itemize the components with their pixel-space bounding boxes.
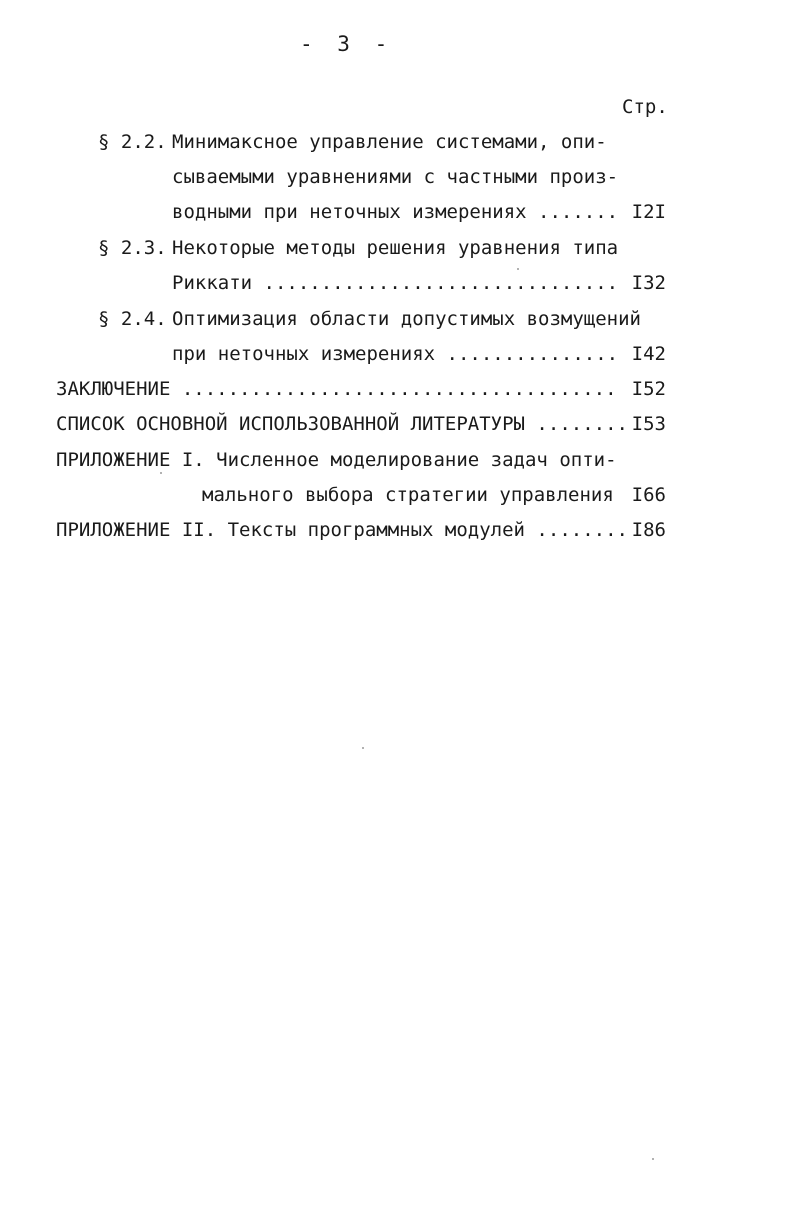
toc-entry-2-2-line3: водными при неточных измерениях ....... (172, 201, 619, 223)
toc-entry-conclusion: ЗАКЛЮЧЕНИЕ ...................................... (56, 378, 617, 400)
toc-page-2-2: I2I (631, 201, 666, 223)
scan-speck (517, 268, 519, 270)
toc-entry-2-2-line1: Минимаксное управление системами, опи- (172, 131, 607, 153)
toc-page-appendix-2: I86 (631, 519, 666, 541)
toc-label-2-3: § 2.3. (98, 237, 167, 259)
toc-entry-2-3-line2: Риккати ............................... (172, 272, 619, 294)
toc-entry-appendix-1-line2: мального выбора стратегии управления (202, 484, 614, 506)
toc-entry-appendix-1-line1: ПРИЛОЖЕНИЕ I. Численное моделирование задач опти- (56, 449, 617, 471)
toc-entry-2-4-line1: Оптимизация области допустимых возмущений (172, 308, 641, 330)
toc-page-2-4: I42 (631, 343, 666, 365)
page-number: - 3 - (300, 32, 394, 56)
toc-page-appendix-1: I66 (631, 484, 666, 506)
scan-speck (652, 1158, 654, 1160)
toc-page-references: I53 (631, 413, 666, 435)
scan-speck (362, 747, 364, 749)
toc-entry-2-4-line2: при неточных измерениях ............... (172, 343, 619, 365)
toc-entry-references: СПИСОК ОСНОВНОЙ ИСПОЛЬЗОВАННОЙ ЛИТЕРАТУРЫ ........ (56, 413, 628, 435)
toc-entry-2-3-line1: Некоторые методы решения уравнения типа (172, 237, 619, 259)
toc-entry-2-2-line2: сываемыми уравнениями с частными произ- (172, 166, 619, 188)
toc-page-2-3: I32 (631, 272, 666, 294)
scan-speck (160, 472, 162, 474)
toc-entry-appendix-2: ПРИЛОЖЕНИЕ II. Тексты программных модулей ........ (56, 519, 628, 541)
toc-label-2-2: § 2.2. (98, 131, 167, 153)
page-column-header: Стр. (622, 96, 668, 118)
toc-page-conclusion: I52 (631, 378, 666, 400)
toc-label-2-4: § 2.4. (98, 308, 167, 330)
